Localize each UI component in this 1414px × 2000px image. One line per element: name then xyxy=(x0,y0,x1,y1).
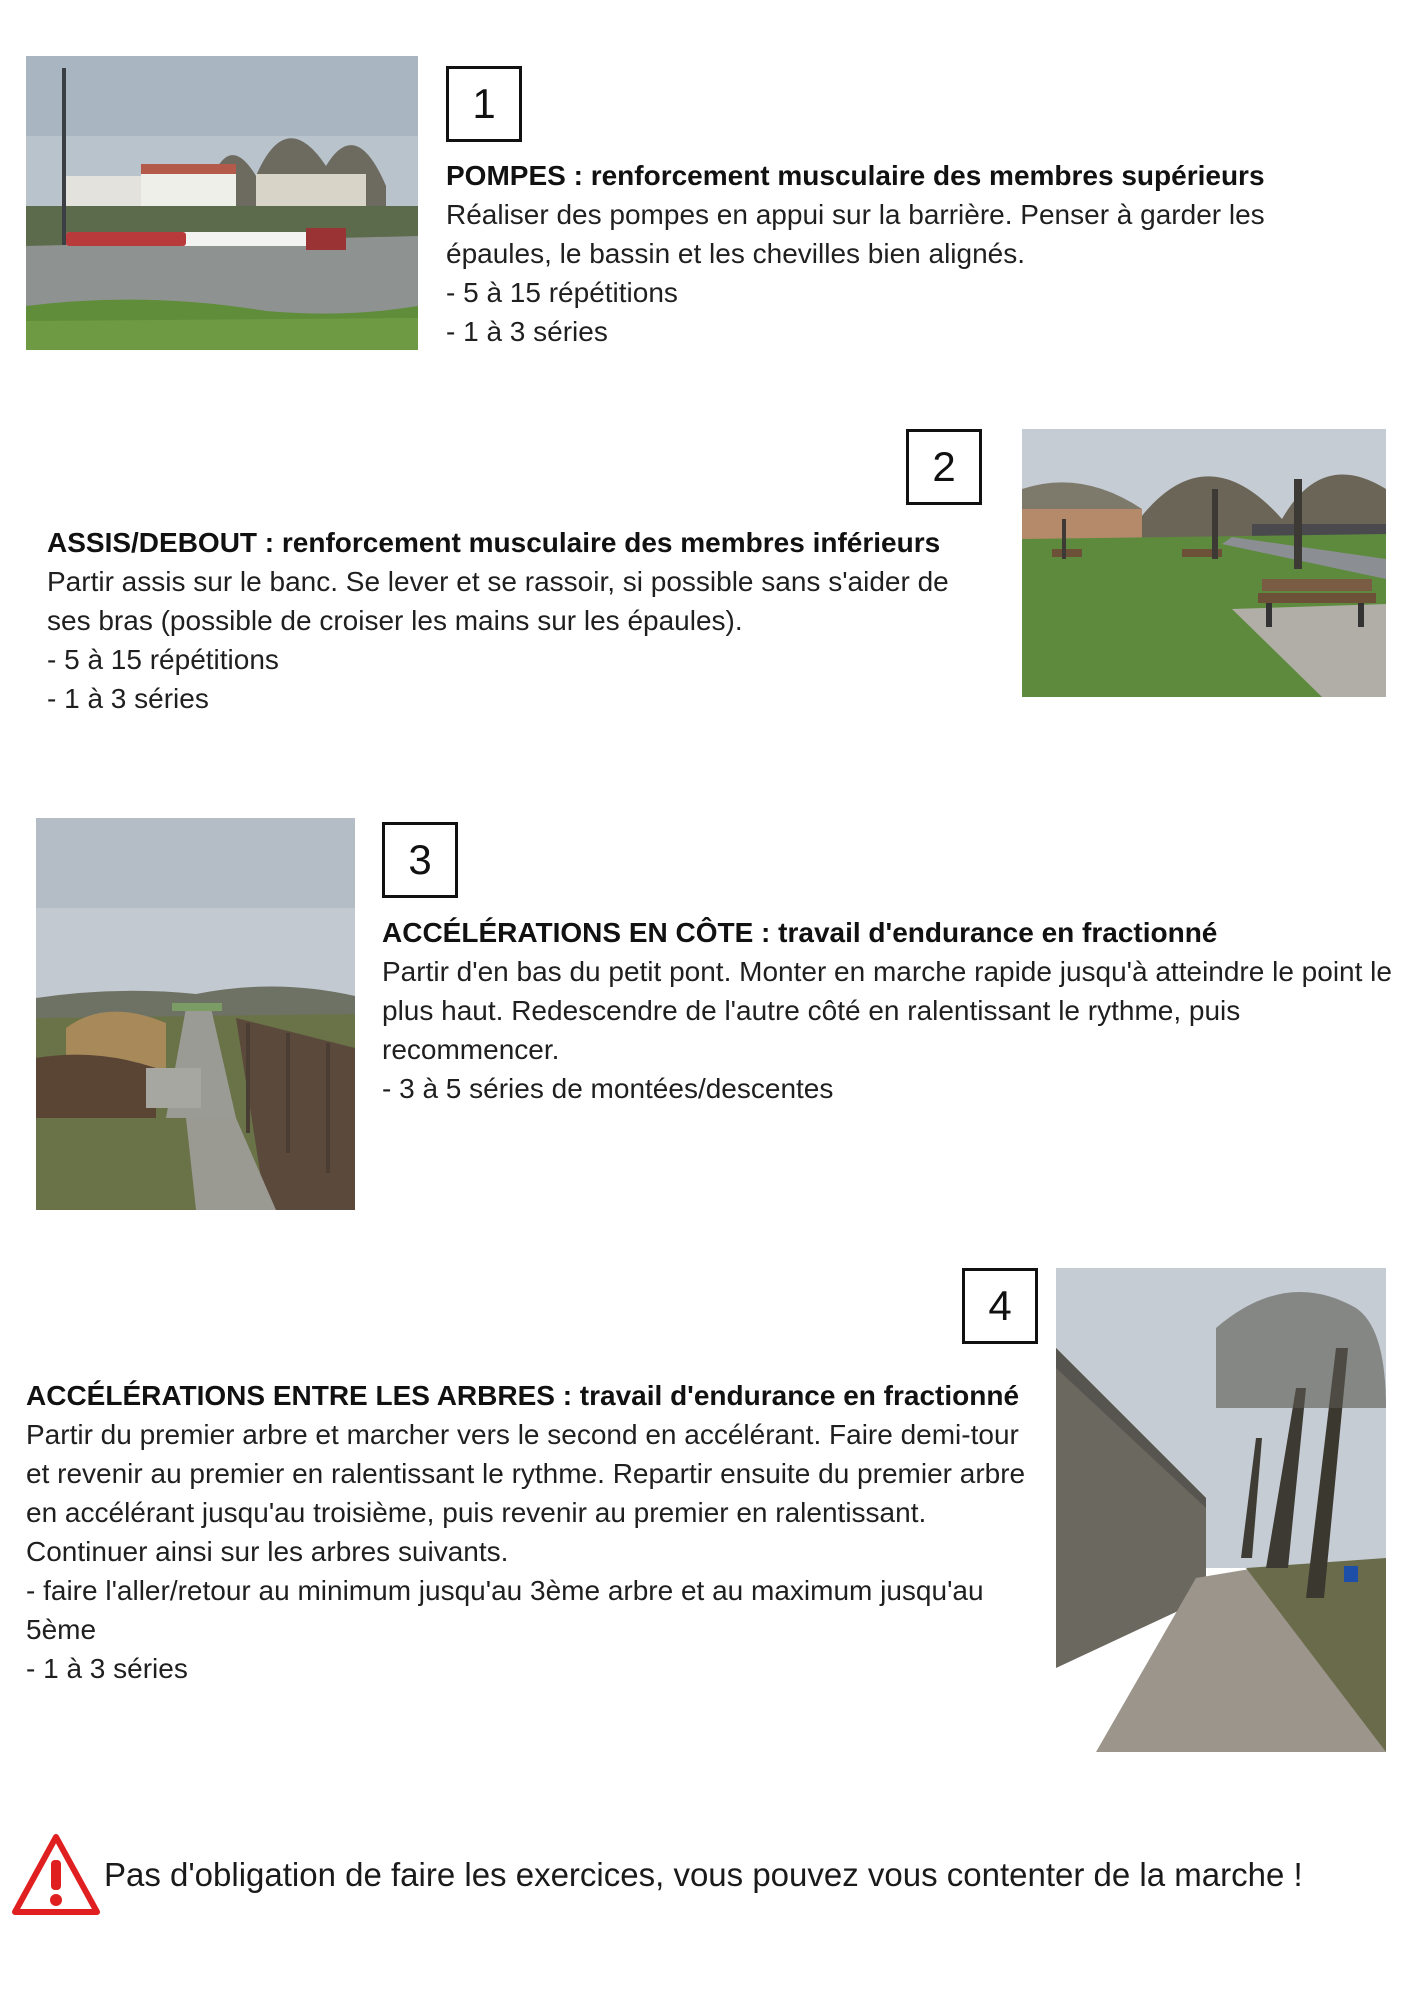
exercise-number-box: 2 xyxy=(906,429,982,505)
exercise-number-box: 3 xyxy=(382,822,458,898)
photo-trees-path xyxy=(1056,1268,1386,1752)
warning-triangle-icon xyxy=(10,1832,102,1918)
exercise-detail: - 1 à 3 séries xyxy=(446,316,608,347)
exercise-description: Partir du premier arbre et marcher vers le second en accélérant. Faire demi-tour et revenir au premier en ralentissant le rythme. Repartir ensuite du premier arbre en accélérant jusqu'au troisième, puis revenir au premier en ralentissant. Continuer ainsi sur les arbres suivants. xyxy=(26,1419,1026,1567)
exercise-detail: - 3 à 5 séries de montées/descentes xyxy=(382,1073,834,1104)
exercise-detail: - 5 à 15 répétitions xyxy=(446,277,678,308)
exercise-2-text xyxy=(47,523,992,718)
warning-note xyxy=(10,1832,1410,1918)
warning-text: Pas d'obligation de faire les exercices, vous pouvez vous contenter de la marche ! xyxy=(104,1856,1303,1893)
photo-barrier xyxy=(26,56,418,350)
exercise-detail: - 5 à 15 répétitions xyxy=(47,644,279,675)
exercise-description: Partir d'en bas du petit pont. Monter en marche rapide jusqu'à atteindre le point le plus haut. Redescendre de l'autre côté en ralentissant le rythme, puis recommencer. xyxy=(382,956,1392,1065)
exercise-title: POMPES : renforcement musculaire des membres supérieurs xyxy=(446,160,1265,191)
photo-bridge xyxy=(36,818,355,1210)
photo-bench xyxy=(1022,429,1386,697)
exercise-title: ASSIS/DEBOUT : renforcement musculaire des membres inférieurs xyxy=(47,527,941,558)
exercise-number-box: 4 xyxy=(962,1268,1038,1344)
exercise-detail: - 1 à 3 séries xyxy=(26,1653,188,1684)
exercise-title: ACCÉLÉRATIONS EN CÔTE : travail d'endurance en fractionné xyxy=(382,917,1218,948)
exercise-3-text xyxy=(382,913,1392,1108)
exercise-1-text xyxy=(446,156,1346,351)
exercise-detail: - faire l'aller/retour au minimum jusqu'au 3ème arbre et au maximum jusqu'au 5ème xyxy=(26,1575,984,1645)
exercise-detail: - 1 à 3 séries xyxy=(47,683,209,714)
exercise-description: Réaliser des pompes en appui sur la barrière. Penser à garder les épaules, le bassin et les chevilles bien alignés. xyxy=(446,199,1265,269)
exercise-number-box: 1 xyxy=(446,66,522,142)
exercise-title: ACCÉLÉRATIONS ENTRE LES ARBRES : travail d'endurance en fractionné xyxy=(26,1380,1020,1411)
exercise-4-text xyxy=(26,1376,1046,1688)
exercise-description: Partir assis sur le banc. Se lever et se rassoir, si possible sans s'aider de ses bras (possible de croiser les mains sur les épaules). xyxy=(47,566,949,636)
